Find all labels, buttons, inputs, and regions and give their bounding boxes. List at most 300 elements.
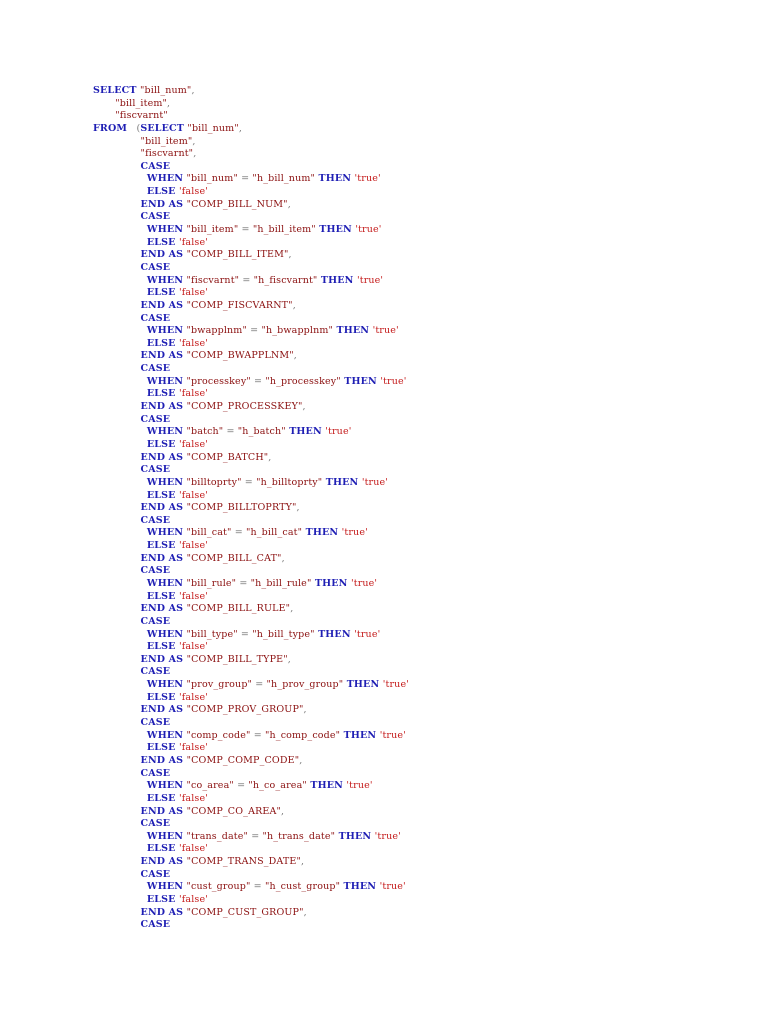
sql-keyword: ELSE bbox=[146, 894, 179, 905]
sql-keyword: END AS bbox=[140, 350, 187, 362]
whitespace bbox=[93, 515, 141, 526]
sql-keyword: THEN bbox=[340, 881, 380, 893]
sql-keyword: END AS bbox=[140, 198, 187, 210]
sql-identifier: "COMP_COMP_CODE" bbox=[186, 754, 300, 766]
code-line bbox=[93, 249, 409, 262]
whitespace bbox=[93, 565, 141, 576]
code-line bbox=[93, 414, 409, 427]
sql-punctuation: , bbox=[193, 148, 197, 160]
sql-keyword: CASE bbox=[140, 615, 171, 627]
code-line bbox=[93, 755, 409, 768]
sql-identifier: "billtoprty" bbox=[186, 476, 242, 488]
code-line bbox=[93, 591, 409, 604]
whitespace bbox=[93, 831, 147, 842]
sql-punctuation: = bbox=[246, 325, 262, 337]
whitespace bbox=[93, 553, 141, 564]
sql-keyword: WHEN bbox=[146, 224, 187, 236]
whitespace bbox=[93, 578, 147, 589]
sql-identifier: "COMP_BILL_ITEM" bbox=[186, 249, 289, 261]
code-line bbox=[93, 780, 409, 793]
code-line bbox=[93, 388, 409, 401]
sql-identifier: "h_bill_item" bbox=[252, 224, 316, 236]
sql-string: 'false' bbox=[178, 388, 208, 400]
code-line bbox=[93, 907, 409, 920]
whitespace bbox=[93, 325, 147, 336]
sql-string: 'false' bbox=[178, 742, 208, 754]
code-line bbox=[93, 654, 409, 667]
sql-punctuation: = bbox=[231, 527, 246, 539]
sql-keyword: WHEN bbox=[146, 527, 187, 539]
whitespace bbox=[93, 237, 147, 248]
sql-string: 'true' bbox=[379, 881, 406, 893]
whitespace bbox=[93, 907, 141, 918]
sql-keyword: WHEN bbox=[146, 375, 187, 387]
code-line bbox=[93, 98, 409, 111]
sql-string: 'false' bbox=[178, 438, 208, 450]
sql-string: 'false' bbox=[178, 691, 208, 703]
sql-keyword: WHEN bbox=[146, 780, 187, 792]
whitespace bbox=[93, 199, 141, 210]
sql-punctuation: , bbox=[300, 856, 305, 868]
whitespace bbox=[93, 98, 115, 109]
sql-keyword: WHEN bbox=[146, 679, 187, 691]
sql-string: 'false' bbox=[178, 186, 208, 198]
code-line bbox=[93, 224, 409, 237]
whitespace bbox=[93, 603, 141, 614]
whitespace bbox=[93, 768, 141, 779]
sql-identifier: "COMP_CO_AREA" bbox=[186, 805, 281, 817]
sql-keyword: CASE bbox=[140, 160, 171, 172]
sql-keyword: END AS bbox=[140, 552, 187, 564]
sql-keyword: THEN bbox=[335, 830, 375, 842]
whitespace bbox=[93, 401, 141, 412]
sql-identifier: "COMP_CUST_GROUP" bbox=[186, 906, 304, 918]
sql-punctuation: , bbox=[167, 97, 171, 109]
sql-punctuation: , bbox=[287, 653, 291, 665]
sql-identifier: "COMP_PROCESSKEY" bbox=[186, 401, 303, 413]
sql-identifier: "bill_item" bbox=[115, 97, 168, 109]
whitespace bbox=[127, 123, 137, 134]
sql-keyword: THEN bbox=[306, 780, 347, 792]
code-line bbox=[93, 527, 409, 540]
sql-keyword: CASE bbox=[140, 717, 171, 729]
sql-identifier: "h_comp_code" bbox=[265, 729, 341, 741]
sql-punctuation: , bbox=[303, 704, 307, 716]
sql-identifier: "h_bill_num" bbox=[252, 173, 316, 185]
sql-punctuation: , bbox=[293, 350, 297, 362]
sql-keyword: CASE bbox=[140, 514, 171, 526]
code-line bbox=[93, 136, 409, 149]
sql-identifier: "h_bill_rule" bbox=[250, 577, 312, 589]
code-line bbox=[93, 768, 409, 781]
sql-keyword: END AS bbox=[140, 805, 187, 817]
whitespace bbox=[93, 110, 115, 121]
sql-string: 'false' bbox=[178, 641, 208, 653]
sql-punctuation: = bbox=[237, 628, 253, 640]
sql-punctuation: = bbox=[250, 729, 265, 741]
code-line bbox=[93, 287, 409, 300]
sql-identifier: "bill_cat" bbox=[186, 527, 232, 539]
sql-keyword: END AS bbox=[140, 653, 187, 665]
code-line bbox=[93, 199, 409, 212]
whitespace bbox=[93, 780, 147, 791]
sql-keyword: SELECT bbox=[140, 122, 188, 134]
sql-keyword: END AS bbox=[140, 451, 187, 463]
sql-keyword: ELSE bbox=[146, 489, 179, 501]
code-line bbox=[93, 161, 409, 174]
whitespace bbox=[93, 211, 141, 222]
sql-identifier: "trans_date" bbox=[186, 830, 249, 842]
code-line bbox=[93, 173, 409, 186]
sql-keyword: WHEN bbox=[146, 881, 187, 893]
code-line bbox=[93, 641, 409, 654]
code-line bbox=[93, 376, 409, 389]
code-line bbox=[93, 477, 409, 490]
sql-keyword: CASE bbox=[140, 868, 171, 880]
code-line bbox=[93, 363, 409, 376]
code-line bbox=[93, 85, 409, 98]
sql-identifier: "prov_group" bbox=[186, 679, 253, 691]
whitespace bbox=[93, 148, 141, 159]
sql-keyword: END AS bbox=[140, 704, 187, 716]
sql-punctuation: , bbox=[302, 401, 306, 413]
whitespace bbox=[93, 376, 147, 387]
sql-punctuation: = bbox=[236, 577, 251, 589]
sql-keyword: CASE bbox=[140, 312, 171, 324]
whitespace bbox=[93, 502, 141, 513]
code-line bbox=[93, 401, 409, 414]
sql-keyword: ELSE bbox=[146, 691, 179, 703]
sql-keyword: SELECT bbox=[93, 85, 141, 96]
whitespace bbox=[93, 843, 147, 854]
sql-identifier: "bill_num" bbox=[186, 173, 238, 185]
sql-identifier: "h_batch" bbox=[237, 426, 286, 438]
code-line bbox=[93, 540, 409, 553]
whitespace bbox=[93, 869, 141, 880]
code-line bbox=[93, 831, 409, 844]
sql-punctuation: , bbox=[192, 135, 196, 147]
sql-identifier: "COMP_BILL_TYPE" bbox=[186, 653, 288, 665]
sql-code-block bbox=[93, 85, 409, 932]
sql-string: 'true' bbox=[374, 830, 401, 842]
whitespace bbox=[93, 818, 141, 829]
sql-keyword: CASE bbox=[140, 211, 171, 223]
sql-keyword: WHEN bbox=[146, 325, 187, 337]
code-line bbox=[93, 565, 409, 578]
sql-identifier: "fiscvarnt" bbox=[186, 274, 240, 286]
sql-keyword: THEN bbox=[317, 274, 357, 286]
code-line bbox=[93, 275, 409, 288]
whitespace bbox=[93, 363, 141, 374]
code-line bbox=[93, 426, 409, 439]
code-line bbox=[93, 856, 409, 869]
sql-identifier: "processkey" bbox=[186, 375, 251, 387]
sql-punctuation: , bbox=[238, 122, 243, 134]
sql-keyword: THEN bbox=[302, 527, 342, 539]
code-line bbox=[93, 338, 409, 351]
whitespace bbox=[93, 161, 141, 172]
whitespace bbox=[93, 414, 141, 425]
sql-keyword: WHEN bbox=[146, 830, 187, 842]
whitespace bbox=[93, 591, 147, 602]
sql-keyword: END AS bbox=[140, 249, 187, 261]
whitespace bbox=[93, 275, 147, 286]
sql-keyword: ELSE bbox=[146, 792, 179, 804]
code-line bbox=[93, 881, 409, 894]
code-line bbox=[93, 439, 409, 452]
sql-punctuation: , bbox=[191, 85, 195, 96]
sql-identifier: "h_billtoprty" bbox=[256, 476, 323, 488]
whitespace bbox=[93, 313, 141, 324]
sql-punctuation: , bbox=[287, 198, 291, 210]
sql-identifier: "COMP_BILL_RULE" bbox=[186, 603, 291, 615]
sql-punctuation: = bbox=[239, 274, 254, 286]
sql-keyword: CASE bbox=[140, 767, 171, 779]
sql-identifier: "h_trans_date" bbox=[262, 830, 336, 842]
sql-punctuation: ( bbox=[136, 122, 141, 134]
sql-identifier: "bill_item" bbox=[186, 224, 239, 236]
whitespace bbox=[93, 300, 141, 311]
sql-keyword: CASE bbox=[140, 464, 171, 476]
code-line bbox=[93, 325, 409, 338]
sql-punctuation: = bbox=[238, 224, 253, 236]
code-line bbox=[93, 793, 409, 806]
whitespace bbox=[93, 452, 141, 463]
sql-keyword: END AS bbox=[140, 856, 187, 868]
sql-identifier: "h_cust_group" bbox=[264, 881, 341, 893]
code-line bbox=[93, 704, 409, 717]
sql-punctuation: = bbox=[250, 881, 265, 893]
code-line bbox=[93, 452, 409, 465]
sql-punctuation: = bbox=[250, 375, 266, 387]
sql-string: 'true' bbox=[354, 173, 381, 185]
sql-keyword: THEN bbox=[333, 325, 373, 337]
sql-identifier: "bill_item" bbox=[140, 135, 193, 147]
sql-identifier: "h_processkey" bbox=[265, 375, 341, 387]
sql-identifier: "COMP_FISCVARNT" bbox=[186, 299, 293, 311]
sql-string: 'true' bbox=[355, 224, 382, 236]
whitespace bbox=[93, 426, 147, 437]
sql-punctuation: = bbox=[233, 780, 249, 792]
sql-identifier: "COMP_BILL_NUM" bbox=[186, 198, 288, 210]
sql-punctuation: , bbox=[281, 552, 285, 564]
whitespace bbox=[93, 692, 147, 703]
code-line bbox=[93, 603, 409, 616]
code-line bbox=[93, 490, 409, 503]
code-line bbox=[93, 313, 409, 326]
code-line bbox=[93, 211, 409, 224]
sql-punctuation: = bbox=[223, 426, 238, 438]
sql-keyword: THEN bbox=[311, 577, 351, 589]
whitespace bbox=[93, 919, 141, 930]
sql-punctuation: , bbox=[281, 805, 285, 817]
sql-keyword: WHEN bbox=[146, 577, 187, 589]
sql-keyword: END AS bbox=[140, 603, 187, 615]
code-line bbox=[93, 262, 409, 275]
sql-identifier: "cust_group" bbox=[186, 881, 251, 893]
whitespace bbox=[93, 540, 147, 551]
sql-string: 'true' bbox=[354, 628, 381, 640]
sql-punctuation: , bbox=[292, 299, 296, 311]
sql-keyword: ELSE bbox=[146, 540, 179, 552]
whitespace bbox=[93, 730, 147, 741]
sql-keyword: CASE bbox=[140, 261, 171, 273]
sql-keyword: WHEN bbox=[146, 426, 187, 438]
whitespace bbox=[93, 793, 147, 804]
whitespace bbox=[93, 527, 147, 538]
sql-keyword: ELSE bbox=[146, 337, 179, 349]
whitespace bbox=[93, 717, 141, 728]
sql-identifier: "batch" bbox=[186, 426, 224, 438]
sql-keyword: CASE bbox=[140, 413, 171, 425]
sql-string: 'false' bbox=[178, 489, 208, 501]
whitespace bbox=[93, 679, 147, 690]
sql-keyword: CASE bbox=[140, 363, 171, 375]
sql-identifier: "bill_rule" bbox=[186, 577, 237, 589]
sql-keyword: WHEN bbox=[146, 476, 187, 488]
sql-identifier: "bill_type" bbox=[186, 628, 238, 640]
whitespace bbox=[93, 249, 141, 260]
sql-identifier: "h_fiscvarnt" bbox=[253, 274, 318, 286]
sql-identifier: "bill_num" bbox=[140, 85, 192, 96]
sql-keyword: WHEN bbox=[146, 274, 187, 286]
whitespace bbox=[93, 350, 141, 361]
sql-string: 'false' bbox=[178, 894, 208, 905]
whitespace bbox=[93, 894, 147, 905]
sql-string: 'true' bbox=[341, 527, 368, 539]
code-line bbox=[93, 502, 409, 515]
sql-keyword: THEN bbox=[322, 476, 362, 488]
whitespace bbox=[93, 856, 141, 867]
code-line bbox=[93, 806, 409, 819]
sql-keyword: END AS bbox=[140, 754, 187, 766]
sql-string: 'false' bbox=[178, 287, 208, 299]
sql-punctuation: , bbox=[268, 451, 272, 463]
code-line bbox=[93, 148, 409, 161]
sql-string: 'true' bbox=[346, 780, 373, 792]
whitespace bbox=[93, 464, 141, 475]
sql-keyword: THEN bbox=[340, 729, 380, 741]
sql-string: 'false' bbox=[178, 843, 208, 855]
sql-identifier: "COMP_BILLTOPRTY" bbox=[186, 502, 297, 514]
sql-punctuation: = bbox=[237, 173, 253, 185]
whitespace bbox=[93, 186, 147, 197]
sql-keyword: CASE bbox=[140, 565, 171, 577]
sql-string: 'true' bbox=[380, 375, 407, 387]
sql-string: 'false' bbox=[178, 540, 208, 552]
sql-string: 'true' bbox=[382, 679, 409, 691]
whitespace bbox=[93, 704, 141, 715]
code-line bbox=[93, 843, 409, 856]
sql-string: 'true' bbox=[372, 325, 399, 337]
sql-identifier: "COMP_TRANS_DATE" bbox=[186, 856, 301, 868]
code-line bbox=[93, 869, 409, 882]
sql-keyword: ELSE bbox=[146, 438, 179, 450]
code-line bbox=[93, 350, 409, 363]
whitespace bbox=[93, 439, 147, 450]
sql-identifier: "bwapplnm" bbox=[186, 325, 247, 337]
sql-identifier: "comp_code" bbox=[186, 729, 251, 741]
sql-punctuation: = bbox=[248, 830, 263, 842]
whitespace bbox=[93, 654, 141, 665]
code-line bbox=[93, 730, 409, 743]
sql-identifier: "bill_num" bbox=[187, 122, 239, 134]
whitespace bbox=[93, 338, 147, 349]
whitespace bbox=[93, 616, 141, 627]
sql-punctuation: , bbox=[288, 249, 292, 261]
sql-keyword: THEN bbox=[340, 375, 381, 387]
sql-string: 'true' bbox=[361, 476, 389, 488]
whitespace bbox=[93, 136, 141, 147]
code-line bbox=[93, 818, 409, 831]
code-line bbox=[93, 237, 409, 250]
sql-punctuation: , bbox=[303, 906, 307, 918]
whitespace bbox=[93, 755, 141, 766]
sql-identifier: "h_co_area" bbox=[248, 780, 307, 792]
sql-keyword: ELSE bbox=[146, 186, 179, 198]
sql-keyword: ELSE bbox=[146, 843, 179, 855]
code-line bbox=[93, 679, 409, 692]
whitespace bbox=[93, 742, 147, 753]
sql-keyword: THEN bbox=[315, 173, 355, 185]
sql-keyword: FROM bbox=[93, 122, 128, 134]
sql-identifier: "fiscvarnt" bbox=[140, 148, 194, 160]
code-line bbox=[93, 186, 409, 199]
code-line bbox=[93, 300, 409, 313]
sql-keyword: ELSE bbox=[146, 236, 179, 248]
sql-identifier: "h_bill_cat" bbox=[245, 527, 303, 539]
sql-string: 'false' bbox=[178, 236, 208, 248]
whitespace bbox=[93, 262, 141, 273]
code-line bbox=[93, 894, 409, 907]
sql-string: 'true' bbox=[379, 729, 406, 741]
whitespace bbox=[93, 490, 147, 501]
sql-string: 'true' bbox=[356, 274, 384, 286]
sql-keyword: THEN bbox=[285, 426, 326, 438]
sql-identifier: "h_bill_type" bbox=[252, 628, 315, 640]
sql-punctuation: = bbox=[241, 476, 257, 488]
whitespace bbox=[93, 224, 147, 235]
whitespace bbox=[93, 477, 147, 488]
sql-string: 'true' bbox=[325, 426, 352, 438]
code-line bbox=[93, 629, 409, 642]
whitespace bbox=[93, 629, 147, 640]
sql-keyword: WHEN bbox=[146, 729, 187, 741]
whitespace bbox=[93, 806, 141, 817]
sql-keyword: ELSE bbox=[146, 590, 179, 602]
sql-keyword: THEN bbox=[314, 628, 355, 640]
sql-keyword: WHEN bbox=[146, 628, 187, 640]
sql-punctuation: = bbox=[252, 679, 267, 691]
sql-punctuation: , bbox=[299, 754, 303, 766]
sql-identifier: "h_bwapplnm" bbox=[261, 325, 334, 337]
code-line bbox=[93, 553, 409, 566]
sql-keyword: ELSE bbox=[146, 388, 179, 400]
sql-identifier: "COMP_BILL_CAT" bbox=[186, 552, 282, 564]
sql-keyword: ELSE bbox=[146, 287, 179, 299]
code-line bbox=[93, 919, 409, 932]
sql-identifier: "COMP_BWAPPLNM" bbox=[186, 350, 294, 362]
sql-keyword: ELSE bbox=[146, 641, 179, 653]
sql-keyword: END AS bbox=[140, 906, 187, 918]
sql-identifier: "COMP_BATCH" bbox=[186, 451, 269, 463]
whitespace bbox=[93, 881, 147, 892]
sql-string: 'false' bbox=[178, 337, 208, 349]
code-line bbox=[93, 742, 409, 755]
sql-keyword: END AS bbox=[140, 299, 187, 311]
sql-keyword: END AS bbox=[140, 401, 187, 413]
code-line bbox=[93, 692, 409, 705]
